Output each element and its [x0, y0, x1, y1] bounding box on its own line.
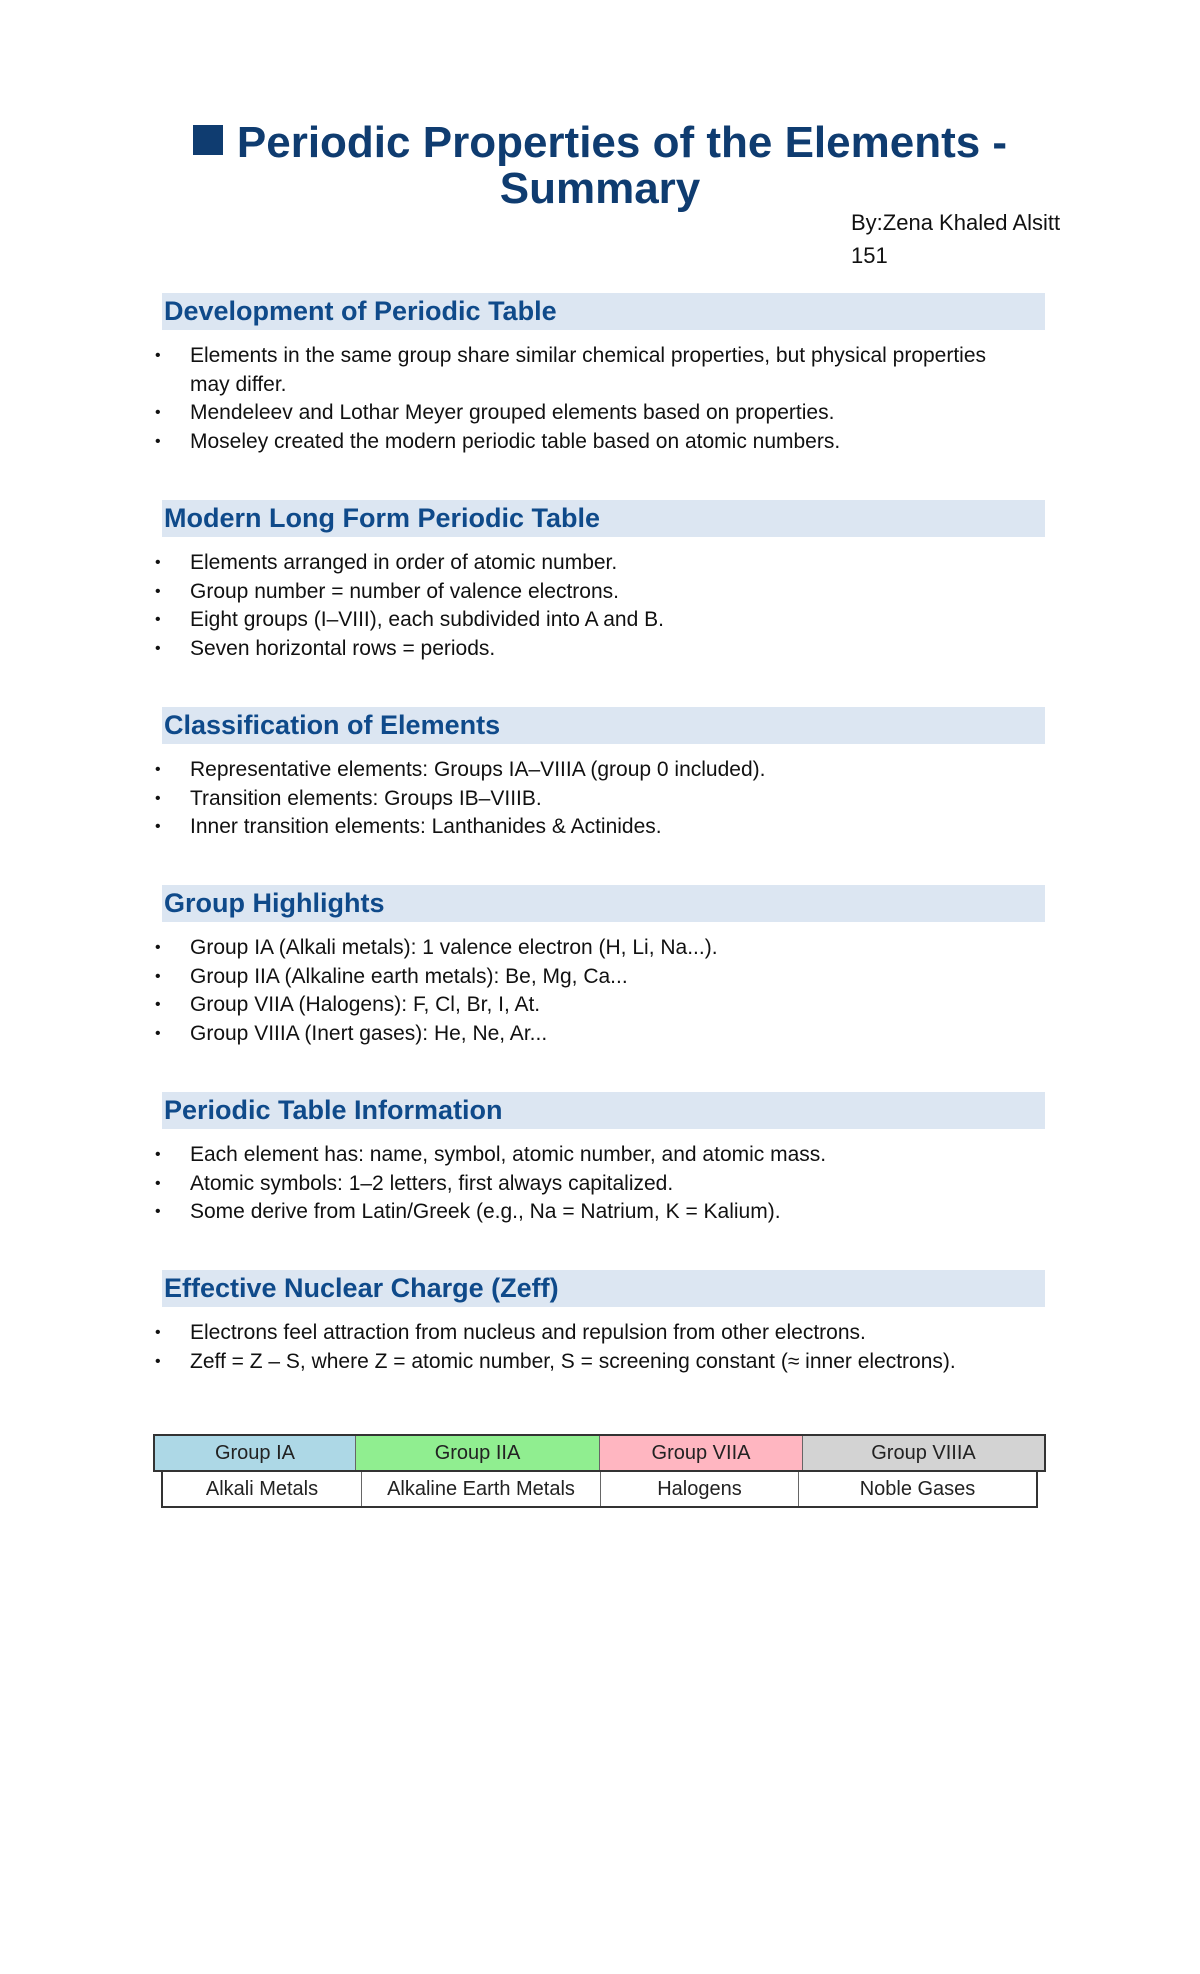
- list-item: • Each element has: name, symbol, atomic number, and atomic mass.: [155, 1141, 1030, 1170]
- group-name-noble-gases: Noble Gases: [859, 1477, 976, 1500]
- list-item: • Electrons feel attraction from nucleus and repulsion from other electrons.: [155, 1319, 1030, 1348]
- group-cell-ia: Group IA: [155, 1436, 356, 1470]
- section-header: [162, 885, 1045, 922]
- section-heading: Group Highlights: [164, 888, 385, 918]
- author-name: By:Zena Khaled Alsitt: [851, 210, 1061, 235]
- bullet-list: [155, 549, 1045, 663]
- list-item: • Some derive from Latin/Greek (e.g., Na = Natrium, K = Kalium).: [155, 1198, 1030, 1227]
- group-name-row: [161, 1472, 1038, 1508]
- bullet-list: [155, 342, 1045, 456]
- list-item: • Representative elements: Groups IA–VIIIA (group 0 included).: [155, 756, 1030, 785]
- group-header-row: [153, 1434, 1046, 1472]
- author-number: 151: [851, 243, 888, 268]
- section-effective-nuclear-charge: [155, 1270, 1045, 1376]
- list-item: • Group VIIA (Halogens): F, Cl, Br, I, At.: [155, 991, 1030, 1020]
- list-item: • Group IIA (Alkaline earth metals): Be, Mg, Ca...: [155, 963, 1030, 992]
- list-item: • Seven horizontal rows = periods.: [155, 635, 1030, 664]
- section-classification: [155, 707, 1045, 842]
- group-name-halogens: Halogens: [601, 1472, 799, 1506]
- list-item: • Elements arranged in order of atomic number.: [155, 549, 1030, 578]
- section-header: [162, 500, 1045, 537]
- title-line-1: Periodic Properties of the Elements -: [236, 118, 1008, 167]
- section-header: [162, 707, 1045, 744]
- bullet-list: [155, 1141, 1045, 1227]
- group-table: [153, 1434, 1046, 1508]
- bullet-list: [155, 934, 1045, 1048]
- list-item: • Group number = number of valence electrons.: [155, 578, 1030, 607]
- group-name-alkaline-earth: Alkaline Earth Metals: [362, 1472, 601, 1506]
- bullet-list: [155, 1319, 1045, 1376]
- group-name-alkali: Alkali Metals: [163, 1472, 362, 1506]
- list-item: • Mendeleev and Lothar Meyer grouped elements based on properties.: [155, 399, 1030, 428]
- list-item: • Transition elements: Groups IB–VIIIB.: [155, 785, 1030, 814]
- group-cell-viia: Group VIIA: [600, 1436, 803, 1470]
- list-item: • Moseley created the modern periodic table based on atomic numbers.: [155, 428, 1030, 457]
- section-heading: Classification of Elements: [164, 710, 501, 740]
- list-item: • Inner transition elements: Lanthanides & Actinides.: [155, 813, 1030, 842]
- list-item: • Atomic symbols: 1–2 letters, first always capitalized.: [155, 1170, 1030, 1199]
- section-heading: Periodic Table Information: [164, 1095, 503, 1125]
- section-heading: Modern Long Form Periodic Table: [164, 503, 601, 533]
- section-heading: Development of Periodic Table: [164, 296, 557, 326]
- section-heading: Effective Nuclear Charge (Zeff): [164, 1273, 559, 1303]
- page-title: [160, 120, 1040, 212]
- list-item: • Elements in the same group share similar chemical properties, but physical properties may differ.: [155, 342, 1030, 399]
- section-development: [155, 293, 1045, 456]
- bullet-list: [155, 756, 1045, 842]
- section-header: [162, 1270, 1045, 1307]
- section-header: [162, 293, 1045, 330]
- list-item: • Eight groups (I–VIII), each subdivided into A and B.: [155, 606, 1030, 635]
- section-modern-long-form: [155, 500, 1045, 663]
- author-block: [851, 206, 1060, 272]
- section-header: [162, 1092, 1045, 1129]
- list-item: • Group VIIIA (Inert gases): He, Ne, Ar...: [155, 1020, 1030, 1049]
- square-bullet-icon: [193, 125, 223, 155]
- list-item: • Group IA (Alkali metals): 1 valence electron (H, Li, Na...).: [155, 934, 1030, 963]
- section-periodic-table-info: [155, 1092, 1045, 1227]
- section-group-highlights: [155, 885, 1045, 1048]
- group-cell-viiia: Group VIIIA: [803, 1436, 1044, 1470]
- title-line-2: Summary: [499, 164, 701, 213]
- group-cell-iia: Group IIA: [356, 1436, 600, 1470]
- list-item: • Zeff = Z – S, where Z = atomic number, S = screening constant (≈ inner electrons).: [155, 1348, 1030, 1377]
